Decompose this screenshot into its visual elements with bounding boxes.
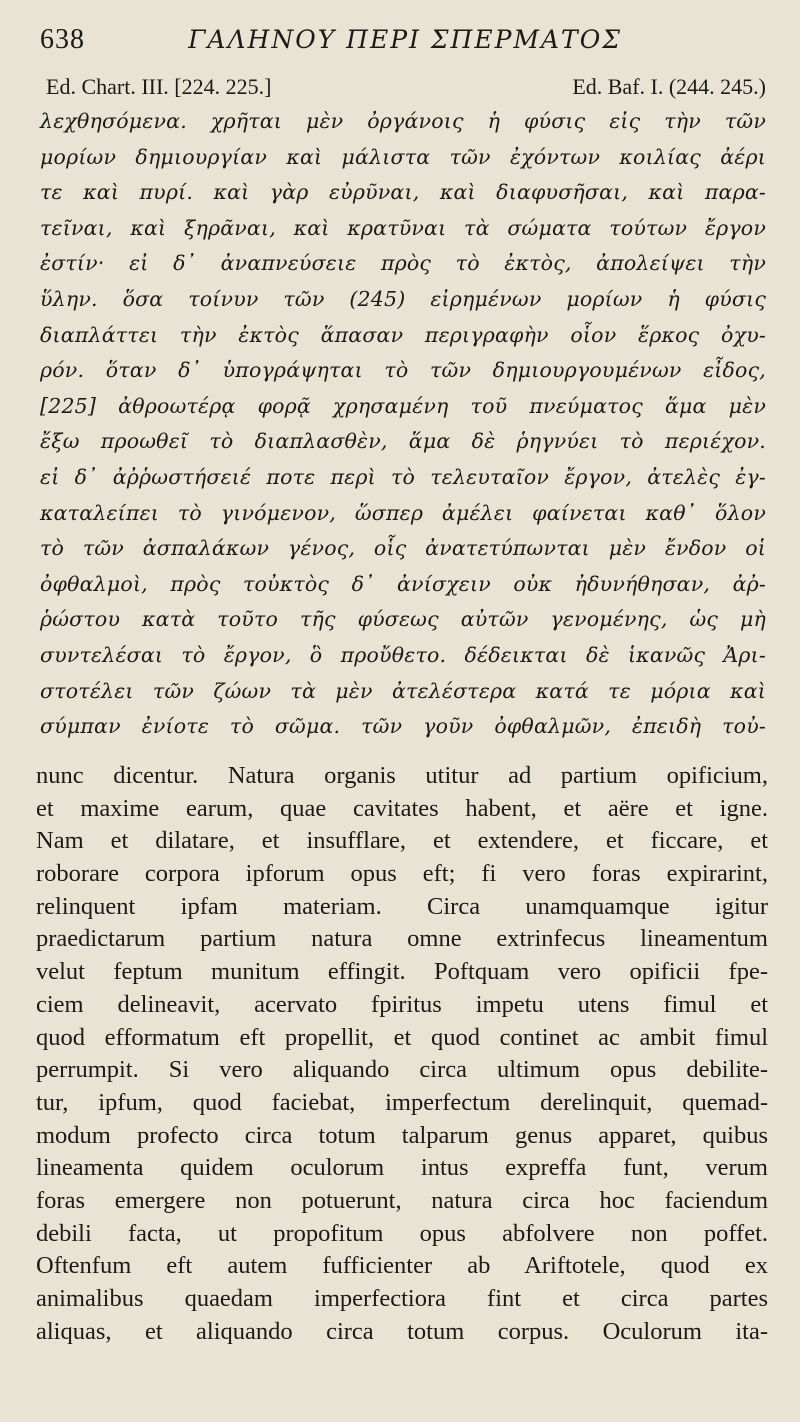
latin-text-line: praedictarum partium natura omne extrinfecus lineamentum bbox=[36, 925, 768, 953]
latin-text-line: Nam et dilatare, et insufflare, et extendere, et ficcare, et bbox=[36, 827, 768, 855]
greek-text-line: τὸ τῶν ἀσπαλάκων γένος, οἷς ἀνατετύπωνται μὲν ἔνδον οἱ bbox=[40, 536, 766, 561]
latin-text-line: aliquas, et aliquando circa totum corpus. Oculorum ita- bbox=[36, 1317, 768, 1345]
greek-text-line: τε καὶ πυρί. καὶ γὰρ εὐρῦναι, καὶ διαφυσῆσαι, καὶ παρα- bbox=[40, 180, 766, 205]
latin-text-line: perrumpit. Si vero aliquando circa ultimum opus debilite- bbox=[36, 1056, 768, 1084]
running-title: ΓΑΛΗΝΟΥ ΠΕΡΙ ΣΠΕΡΜΑΤΟΣ bbox=[188, 25, 622, 54]
latin-text-line: lineamenta quidem oculorum intus expreffa funt, verum bbox=[36, 1154, 768, 1182]
latin-text-line: nunc dicentur. Natura organis utitur ad partium opificium, bbox=[36, 762, 768, 789]
page-header bbox=[40, 24, 760, 68]
greek-text-block bbox=[40, 104, 766, 745]
latin-text-line: relinquent ipfam materiam. Circa unamquamque igitur bbox=[36, 892, 768, 920]
greek-text-line: διαπλάττει τὴν ἐκτὸς ἅπασαν περιγραφὴν οἷον ἕρκος ὀχυ- bbox=[40, 322, 766, 347]
latin-text-line: ciem delineavit, acervato fpiritus impetu utens fimul et bbox=[36, 990, 768, 1018]
greek-text-line: στοτέλει τῶν ζώων τὰ μὲν ἀτελέστερα κατά τε μόρια καὶ bbox=[40, 678, 766, 703]
greek-text-line: [225] ἀθροωτέρᾳ φορᾷ χρησαμένη τοῦ πνεύματος ἅμα μὲν bbox=[40, 393, 766, 418]
latin-text-line: animalibus quaedam imperfectiora fint et circa partes bbox=[36, 1285, 768, 1312]
latin-text-line: modum profecto circa totum talparum genus apparet, quibus bbox=[36, 1121, 768, 1149]
edition-references bbox=[46, 74, 766, 102]
greek-text-line: ὕλην. ὅσα τοίνυν τῶν (245) εἰρημένων μορίων ἡ φύσις bbox=[40, 286, 766, 311]
greek-text-line: ἐστίν· εἰ δ᾽ ἀναπνεύσειε πρὸς τὸ ἐκτὸς, ἀπολείψει τὴν bbox=[40, 251, 766, 276]
greek-text-line: ῥώστου κατὰ τοῦτο τῆς φύσεως αὐτῶν γενομένης, ὡς μὴ bbox=[40, 607, 766, 632]
greek-text-line: μορίων δημιουργίαν καὶ μάλιστα τῶν ἐχόντων κοιλίας ἀέρι bbox=[40, 144, 766, 169]
page-number: 638 bbox=[40, 24, 85, 55]
latin-text-line: et maxime earum, quae cavitates habent, et aëre et igne. bbox=[36, 794, 768, 822]
edition-ref-right: Ed. Baf. I. (244. 245.) bbox=[572, 74, 766, 99]
greek-text-line: λεχθησόμενα. χρῆται μὲν ὀργάνοις ἡ φύσις εἰς τὴν τῶν bbox=[40, 109, 766, 133]
latin-text-line: quod efformatum eft propellit, et quod continet ac ambit fimul bbox=[36, 1023, 768, 1051]
latin-text-line: velut feptum munitum effingit. Poftquam vero opificii fpe- bbox=[36, 958, 768, 986]
latin-text-line: tur, ipfum, quod faciebat, imperfectum derelinquit, quemad- bbox=[36, 1088, 768, 1116]
latin-text-line: debili facta, ut propofitum opus abfolvere non poffet. bbox=[36, 1219, 768, 1247]
greek-text-line: ὀφθαλμοὶ, πρὸς τοὐκτὸς δ᾽ ἀνίσχειν οὐκ ἠδυνήθησαν, ἀῤ- bbox=[40, 571, 766, 596]
greek-text-line: συντελέσαι τὸ ἔργον, ὃ προὔθετο. δέδεικται δὲ ἱκανῶς Ἀρι- bbox=[40, 642, 766, 667]
greek-text-line: σύμπαν ἐνίοτε τὸ σῶμα. τῶν γοῦν ὀφθαλμῶν, ἐπειδὴ τοὐ- bbox=[40, 714, 766, 739]
latin-text-line: roborare corpora ipforum opus eft; fi vero foras expirarint, bbox=[36, 860, 768, 888]
latin-text-line: foras emergere non potuerunt, natura circa hoc faciendum bbox=[36, 1186, 768, 1214]
greek-text-line: τεῖναι, καὶ ξηρᾶναι, καὶ κρατῦναι τὰ σώματα τούτων ἔργον bbox=[40, 215, 766, 240]
greek-text-line: ρόν. ὅταν δ᾽ ὑπογράψηται τὸ τῶν δημιουργουμένων εἶδος, bbox=[40, 358, 766, 383]
edition-ref-left: Ed. Chart. III. [224. 225.] bbox=[46, 74, 272, 99]
greek-text-line: ἔξω προωθεῖ τὸ διαπλασθὲν, ἅμα δὲ ῥηγνύει τὸ περιέχον. bbox=[40, 429, 766, 454]
latin-text-line: Oftenfum eft autem fufficienter ab Ariftotele, quod ex bbox=[36, 1252, 768, 1280]
greek-text-line: εἰ δ᾽ ἀῤῥωστήσειέ ποτε περὶ τὸ τελευταῖον ἔργον, ἀτελὲς ἐγ- bbox=[40, 464, 766, 489]
greek-text-line: καταλείπει τὸ γινόμενον, ὥσπερ ἀμέλει φαίνεται καθ᾽ ὅλον bbox=[40, 500, 766, 525]
latin-text-block bbox=[36, 760, 768, 1348]
